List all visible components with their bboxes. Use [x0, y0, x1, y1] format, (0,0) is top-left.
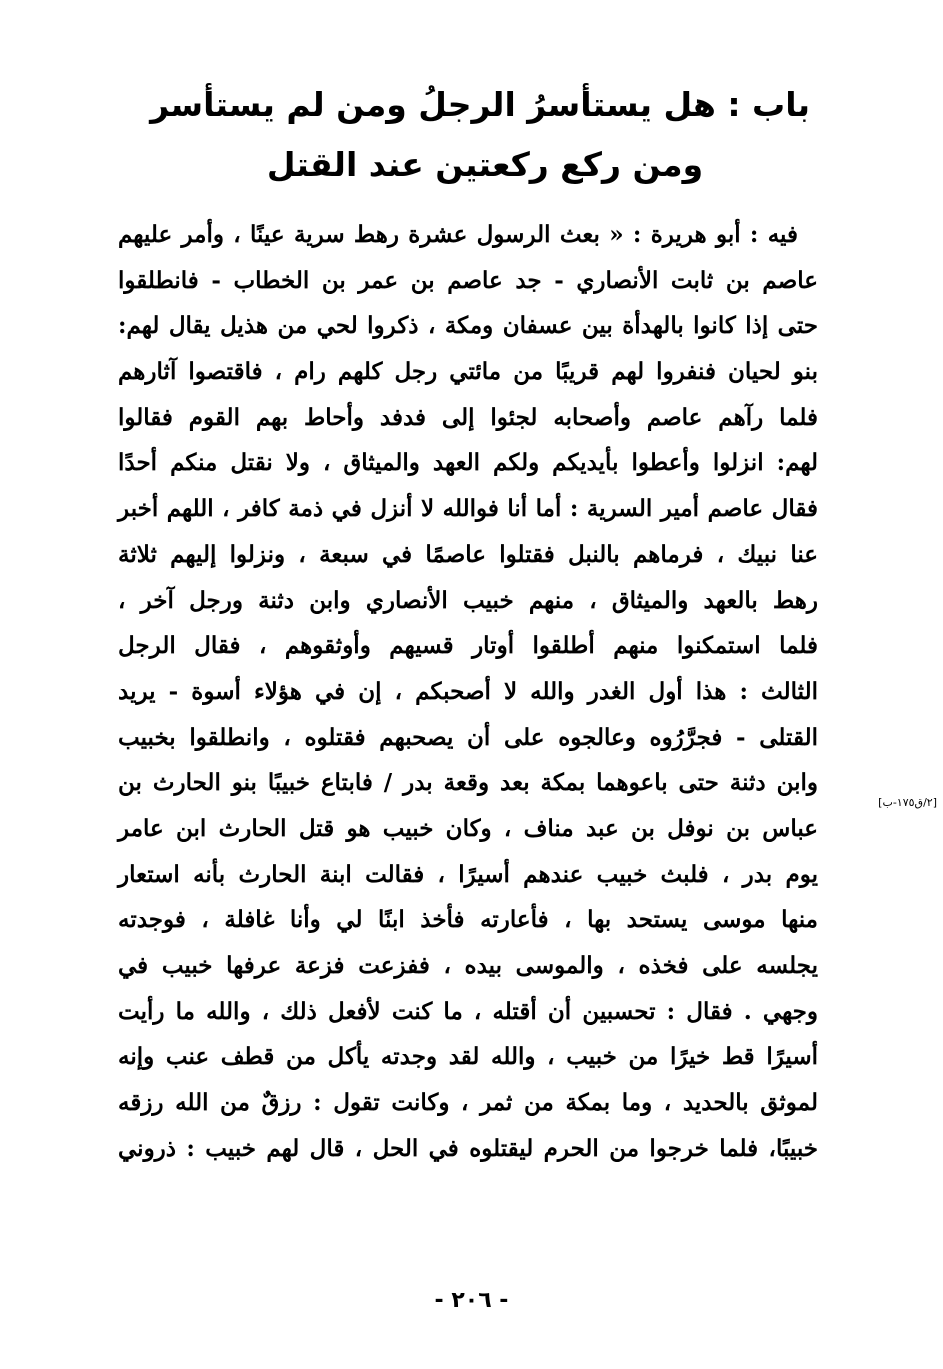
body-line: فيه : أبو هريرة : « بعث الرسول عشرة رهط سرية عينًا ، وأمر عليهم — [118, 221, 798, 248]
page-number: - ٢٠٦ - — [434, 1288, 509, 1313]
body-line: فلما رآهم عاصم وأصحابه لجئوا إلى فدفد وأحاط بهم القوم فقالوا — [118, 403, 818, 431]
body-line: لموثق بالحديد ، وما بمكة من ثمر ، وكانت تقول : رزقٌ من الله رزقه — [118, 1089, 818, 1117]
body-line: وجهي . فقال : تحسبين أن أقتله ، ما كنت لأفعل ذلك ، والله ما رأيت — [118, 997, 818, 1025]
body-line: أسيرًا قط خيرًا من خبيب ، والله لقد وجدته يأكل من قطف عنب وإنه — [118, 1043, 818, 1071]
body-line: الثالث : هذا أول الغدر والله لا أصحبكم ، إن في هؤلاء أسوة - يريد — [118, 677, 818, 705]
body-line: القتلى - فجرَّرُوه وعالجوه على أن يصحبهم فقتلوه ، وانطلقوا بخبيب — [118, 723, 818, 751]
body-line: بنو لحيان فنفروا لهم قريبًا من مائتي رجل كلهم رام ، فاقتصوا آثارهم — [118, 358, 818, 386]
chapter-heading-line-2: ومن ركع ركعتين عند القتل — [266, 145, 704, 184]
body-line: منها موسى يستحد بها ، فأعارته فأخذ ابنًا لي وأنا غافلة ، فوجدته — [118, 906, 818, 934]
body-line: حتى إذا كانوا بالهدأة بين عسفان ومكة ، ذكروا لحي من هذيل يقال لهم: — [118, 312, 818, 340]
body-text — [118, 212, 818, 1171]
body-line: يوم بدر ، فلبث خبيب عندهم أسيرًا ، فقالت ابنة الحارث بأنه استعار — [118, 860, 818, 888]
body-line: رهط بالعهد والميثاق ، منهم خبيب الأنصاري وابن دثنة ورجل آخر ، — [118, 586, 818, 614]
body-line: فقال عاصم أمير السرية : أما أنا فوالله لا أنزل في ذمة كافر ، اللهم أخبر — [118, 495, 818, 523]
body-line: عاصم بن ثابت الأنصاري - جد عاصم بن عمر بن الخطاب - فانطلقوا — [118, 266, 818, 294]
body-line: يجلسه على فخذه ، والموسى بيده ، ففزعت فزعة عرفها خبيب في — [118, 952, 818, 979]
body-line: وابن دثنة حتى باعوهما بمكة بعد وقعة بدر / فابتاع خبيبًا بنو الحارث بن — [118, 769, 818, 797]
body-line: عباس بن نوفل بن عبد مناف ، وكان خبيب هو قتل الحارث ابن عامر — [118, 814, 818, 842]
manuscript-folio-note: [٢/ق١٧٥-ب] — [878, 796, 937, 809]
body-line: لهم: انزلوا وأعطوا بأيديكم ولكم العهد والميثاق ، ولا نقتل منكم أحدًا — [118, 449, 818, 477]
body-line: عنا نبيك ، فرماهم بالنبل فقتلوا عاصمًا في سبعة ، ونزلوا إليهم ثلاثة — [118, 540, 818, 568]
chapter-heading-line-1: باب : هل يستأسرُ الرجلُ ومن لم يستأسر — [150, 85, 810, 124]
body-line: فلما استمكنوا منهم أطلقوا أوتار قسيهم وأوثقوهم ، فقال الرجل — [118, 632, 818, 660]
body-line: خبيبًا، فلما خرجوا من الحرم ليقتلوه في الحل ، قال لهم خبيب : ذروني — [118, 1134, 818, 1162]
